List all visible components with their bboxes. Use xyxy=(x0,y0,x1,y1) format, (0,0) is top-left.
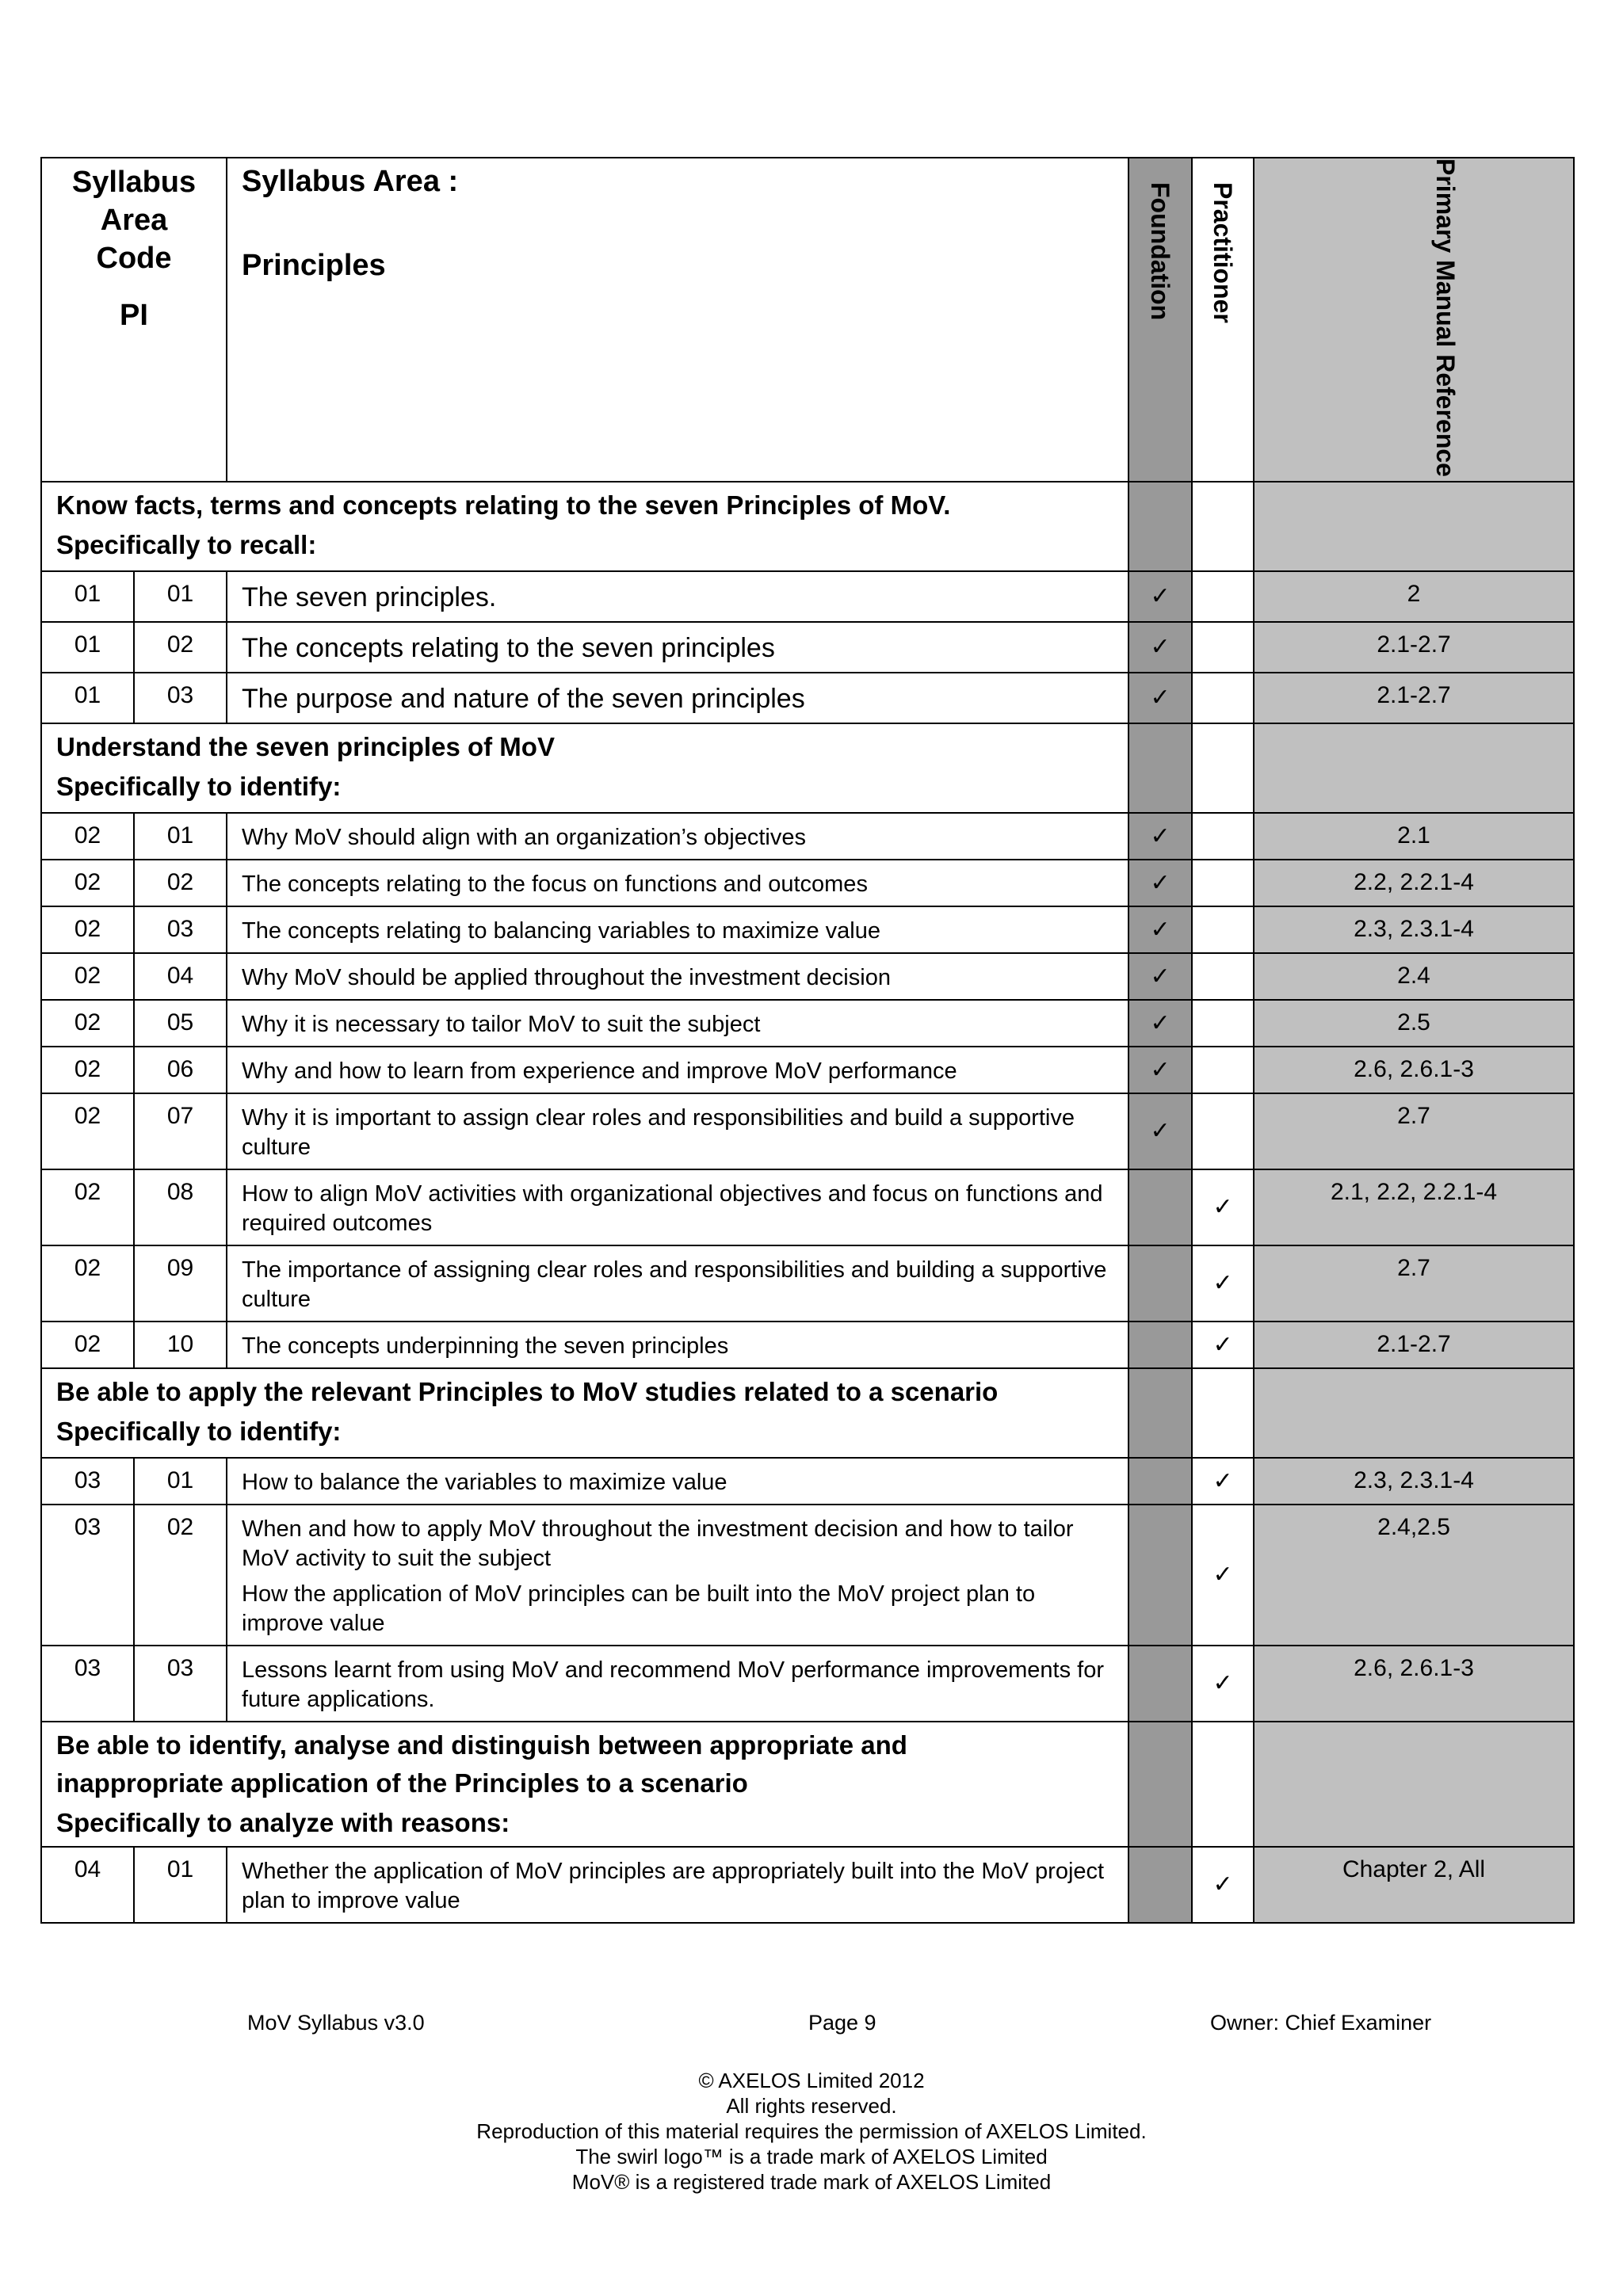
footer-version: MoV Syllabus v3.0 xyxy=(247,2011,425,2035)
outcome-description xyxy=(227,1169,1128,1245)
manual-reference: Chapter 2, All xyxy=(1254,1847,1574,1923)
outcome-description xyxy=(227,1322,1128,1368)
outcome-sub-number: 05 xyxy=(134,1000,227,1047)
outcome-number: 02 xyxy=(41,1047,134,1093)
reference-cell xyxy=(1254,1722,1574,1847)
outcome-sub-number: 02 xyxy=(134,1505,227,1646)
table-row xyxy=(41,906,1574,953)
outcome-number: 02 xyxy=(41,1322,134,1368)
description-text: Lessons learnt from using MoV and recommend MoV performance improvements for future applications. xyxy=(242,1657,1104,1712)
table-row xyxy=(41,622,1574,673)
practitioner-check xyxy=(1192,1093,1254,1169)
outcome-description xyxy=(227,1646,1128,1722)
outcome-sub-number: 03 xyxy=(134,906,227,953)
table-row xyxy=(41,1646,1574,1722)
table-row xyxy=(41,1047,1574,1093)
table-row xyxy=(41,1847,1574,1923)
footer-page-number: Page 9 xyxy=(808,2011,876,2035)
outcome-description xyxy=(227,571,1128,622)
section-subtitle: Specifically to identify: xyxy=(56,771,342,801)
outcome-number: 01 xyxy=(41,622,134,673)
section-subtitle: Specifically to identify: xyxy=(56,1416,342,1446)
practitioner-check: ✓ xyxy=(1192,1458,1254,1505)
section-title: Understand the seven principles of MoV xyxy=(56,731,555,761)
reference-cell xyxy=(1254,1368,1574,1458)
section-title-cell xyxy=(41,482,1128,571)
outcome-sub-number: 01 xyxy=(134,1458,227,1505)
foundation-check: ✓ xyxy=(1128,813,1192,860)
outcome-number: 03 xyxy=(41,1505,134,1646)
section-title: Be able to identify, analyse and distinguish between appropriate and xyxy=(56,1730,907,1760)
outcome-sub-number: 07 xyxy=(134,1093,227,1169)
outcome-description xyxy=(227,860,1128,906)
outcome-number: 02 xyxy=(41,953,134,1000)
outcome-number: 04 xyxy=(41,1847,134,1923)
practitioner-check xyxy=(1192,953,1254,1000)
table-row xyxy=(41,1169,1574,1245)
table-row xyxy=(41,1458,1574,1505)
table-row xyxy=(41,1322,1574,1368)
table-row xyxy=(41,673,1574,723)
foundation-cell xyxy=(1128,482,1192,571)
manual-reference: 2.3, 2.3.1-4 xyxy=(1254,906,1574,953)
outcome-sub-number: 01 xyxy=(134,1847,227,1923)
outcome-description xyxy=(227,1505,1128,1646)
outcome-sub-number: 10 xyxy=(134,1322,227,1368)
area-label: Syllabus Area : xyxy=(242,165,459,198)
outcome-description xyxy=(227,1245,1128,1322)
manual-reference: 2.1-2.7 xyxy=(1254,673,1574,723)
foundation-check: ✓ xyxy=(1128,1093,1192,1169)
outcome-number: 02 xyxy=(41,1245,134,1322)
syllabus-area-code-cell xyxy=(41,158,227,482)
reference-header xyxy=(1254,158,1574,482)
legal-notice xyxy=(0,2068,1623,2195)
description-text: How to balance the variables to maximize value xyxy=(242,1469,727,1495)
foundation-check: ✓ xyxy=(1128,1047,1192,1093)
outcome-sub-number: 02 xyxy=(134,622,227,673)
practitioner-check: ✓ xyxy=(1192,1646,1254,1722)
manual-reference: 2.5 xyxy=(1254,1000,1574,1047)
manual-reference: 2.1-2.7 xyxy=(1254,622,1574,673)
foundation-cell xyxy=(1128,1368,1192,1458)
foundation-check xyxy=(1128,1847,1192,1923)
outcome-number: 02 xyxy=(41,1093,134,1169)
description-text: When and how to apply MoV throughout the investment decision and how to tailor MoV activity to suit the subject xyxy=(242,1516,1074,1571)
section-title-cell xyxy=(41,1722,1128,1847)
foundation-cell xyxy=(1128,723,1192,813)
legal-line: The swirl logo™ is a trade mark of AXELOS Limited xyxy=(575,2145,1048,2168)
practitioner-check xyxy=(1192,622,1254,673)
description-text: The importance of assigning clear roles and responsibilities and building a supportive culture xyxy=(242,1257,1107,1312)
foundation-check: ✓ xyxy=(1128,906,1192,953)
legal-line: Reproduction of this material requires the permission of AXELOS Limited. xyxy=(476,2119,1147,2143)
manual-reference: 2.7 xyxy=(1254,1093,1574,1169)
manual-reference: 2.2, 2.2.1-4 xyxy=(1254,860,1574,906)
table-row xyxy=(41,1245,1574,1322)
outcome-description xyxy=(227,1000,1128,1047)
foundation-label: Foundation xyxy=(1146,182,1175,321)
code-label-line: Area xyxy=(100,204,168,237)
manual-reference: 2.6, 2.6.1-3 xyxy=(1254,1047,1574,1093)
practitioner-cell xyxy=(1192,723,1254,813)
practitioner-check: ✓ xyxy=(1192,1245,1254,1322)
foundation-check xyxy=(1128,1245,1192,1322)
outcome-description xyxy=(227,1458,1128,1505)
outcome-number: 03 xyxy=(41,1458,134,1505)
foundation-check: ✓ xyxy=(1128,860,1192,906)
outcome-sub-number: 03 xyxy=(134,1646,227,1722)
outcome-number: 02 xyxy=(41,813,134,860)
manual-reference: 2 xyxy=(1254,571,1574,622)
manual-reference: 2.3, 2.3.1-4 xyxy=(1254,1458,1574,1505)
code-label-line: Code xyxy=(96,242,172,275)
description-text: The concepts relating to the focus on functions and outcomes xyxy=(242,871,868,897)
outcome-sub-number: 01 xyxy=(134,813,227,860)
practitioner-check: ✓ xyxy=(1192,1169,1254,1245)
table-row xyxy=(41,571,1574,622)
outcome-sub-number: 01 xyxy=(134,571,227,622)
description-text: The purpose and nature of the seven principles xyxy=(242,683,805,714)
legal-line: MoV® is a registered trade mark of AXELOS Limited xyxy=(571,2170,1052,2194)
practitioner-cell xyxy=(1192,482,1254,571)
manual-reference: 2.1-2.7 xyxy=(1254,1322,1574,1368)
outcome-sub-number: 03 xyxy=(134,673,227,723)
area-code: PI xyxy=(120,299,148,332)
section-header-row xyxy=(41,482,1574,571)
practitioner-check xyxy=(1192,906,1254,953)
description-text: How the application of MoV principles can be built into the MoV project plan to improve value xyxy=(242,1581,1036,1636)
reference-cell xyxy=(1254,482,1574,571)
foundation-check xyxy=(1128,1646,1192,1722)
practitioner-check: ✓ xyxy=(1192,1847,1254,1923)
outcome-number: 01 xyxy=(41,571,134,622)
description-text: Whether the application of MoV principles are appropriately built into the MoV project plan to improve value xyxy=(242,1858,1105,1913)
outcome-description xyxy=(227,1047,1128,1093)
manual-reference: 2.6, 2.6.1-3 xyxy=(1254,1646,1574,1722)
foundation-check xyxy=(1128,1505,1192,1646)
outcome-number: 02 xyxy=(41,906,134,953)
reference-label: Primary Manual Reference xyxy=(1431,158,1461,477)
description-text: Why and how to learn from experience and improve MoV performance xyxy=(242,1058,957,1084)
section-title-cell xyxy=(41,723,1128,813)
section-header-row xyxy=(41,1722,1574,1847)
manual-reference: 2.4 xyxy=(1254,953,1574,1000)
table-row xyxy=(41,813,1574,860)
practitioner-check xyxy=(1192,673,1254,723)
section-subtitle: Specifically to analyze with reasons: xyxy=(56,1807,510,1837)
outcome-sub-number: 09 xyxy=(134,1245,227,1322)
footer-owner: Owner: Chief Examiner xyxy=(1210,2011,1432,2035)
practitioner-check xyxy=(1192,571,1254,622)
foundation-check xyxy=(1128,1169,1192,1245)
outcome-description xyxy=(227,1093,1128,1169)
outcome-number: 02 xyxy=(41,1169,134,1245)
section-title: inappropriate application of the Principles to a scenario xyxy=(56,1768,748,1798)
foundation-check: ✓ xyxy=(1128,953,1192,1000)
section-title: Know facts, terms and concepts relating to the seven Principles of MoV. xyxy=(56,490,951,520)
section-subtitle: Specifically to recall: xyxy=(56,529,317,559)
outcome-description xyxy=(227,813,1128,860)
practitioner-check xyxy=(1192,1000,1254,1047)
description-text: The concepts relating to the seven principles xyxy=(242,632,775,663)
manual-reference: 2.1, 2.2, 2.2.1-4 xyxy=(1254,1169,1574,1245)
practitioner-check xyxy=(1192,1047,1254,1093)
table-row xyxy=(41,1000,1574,1047)
description-text: How to align MoV activities with organizational objectives and focus on functions and required outcomes xyxy=(242,1180,1103,1236)
table-row xyxy=(41,1505,1574,1646)
practitioner-check xyxy=(1192,813,1254,860)
section-title-cell xyxy=(41,1368,1128,1458)
section-header-row xyxy=(41,1368,1574,1458)
outcome-sub-number: 08 xyxy=(134,1169,227,1245)
legal-line: © AXELOS Limited 2012 xyxy=(698,2069,925,2092)
section-header-row xyxy=(41,723,1574,813)
reference-cell xyxy=(1254,723,1574,813)
practitioner-check: ✓ xyxy=(1192,1322,1254,1368)
description-text: The concepts relating to balancing variables to maximize value xyxy=(242,917,880,944)
foundation-check xyxy=(1128,1458,1192,1505)
outcome-number: 01 xyxy=(41,673,134,723)
syllabus-table xyxy=(40,157,1575,1924)
description-text: Why MoV should align with an organization’s objectives xyxy=(242,824,806,850)
description-text: Why it is necessary to tailor MoV to suit the subject xyxy=(242,1011,761,1037)
description-text: The concepts underpinning the seven principles xyxy=(242,1333,729,1359)
table-row xyxy=(41,953,1574,1000)
outcome-sub-number: 06 xyxy=(134,1047,227,1093)
foundation-check: ✓ xyxy=(1128,673,1192,723)
legal-line: All rights reserved. xyxy=(726,2094,897,2118)
outcome-description xyxy=(227,953,1128,1000)
outcome-description xyxy=(227,1847,1128,1923)
foundation-cell xyxy=(1128,1722,1192,1847)
description-text: The seven principles. xyxy=(242,582,497,612)
area-name: Principles xyxy=(242,249,386,282)
table-row xyxy=(41,1093,1574,1169)
outcome-sub-number: 04 xyxy=(134,953,227,1000)
section-title: Be able to apply the relevant Principles to MoV studies related to a scenario xyxy=(56,1376,999,1406)
description-text: Why MoV should be applied throughout the investment decision xyxy=(242,964,891,990)
outcome-description xyxy=(227,673,1128,723)
description-text: Why it is important to assign clear roles and responsibilities and build a supportive culture xyxy=(242,1104,1075,1160)
foundation-check: ✓ xyxy=(1128,1000,1192,1047)
manual-reference: 2.7 xyxy=(1254,1245,1574,1322)
outcome-number: 03 xyxy=(41,1646,134,1722)
practitioner-cell xyxy=(1192,1368,1254,1458)
practitioner-label: Practitioner xyxy=(1209,182,1238,323)
outcome-description xyxy=(227,622,1128,673)
practitioner-check xyxy=(1192,860,1254,906)
foundation-check: ✓ xyxy=(1128,571,1192,622)
outcome-number: 02 xyxy=(41,860,134,906)
manual-reference: 2.4,2.5 xyxy=(1254,1505,1574,1646)
foundation-check: ✓ xyxy=(1128,622,1192,673)
header-row xyxy=(41,158,1574,482)
code-label-line: Syllabus xyxy=(71,166,197,199)
syllabus-area-cell xyxy=(227,158,1128,482)
practitioner-check: ✓ xyxy=(1192,1505,1254,1646)
practitioner-cell xyxy=(1192,1722,1254,1847)
table-row xyxy=(41,860,1574,906)
outcome-sub-number: 02 xyxy=(134,860,227,906)
foundation-check xyxy=(1128,1322,1192,1368)
practitioner-header xyxy=(1192,158,1254,482)
foundation-header xyxy=(1128,158,1192,482)
outcome-number: 02 xyxy=(41,1000,134,1047)
outcome-description xyxy=(227,906,1128,953)
manual-reference: 2.1 xyxy=(1254,813,1574,860)
